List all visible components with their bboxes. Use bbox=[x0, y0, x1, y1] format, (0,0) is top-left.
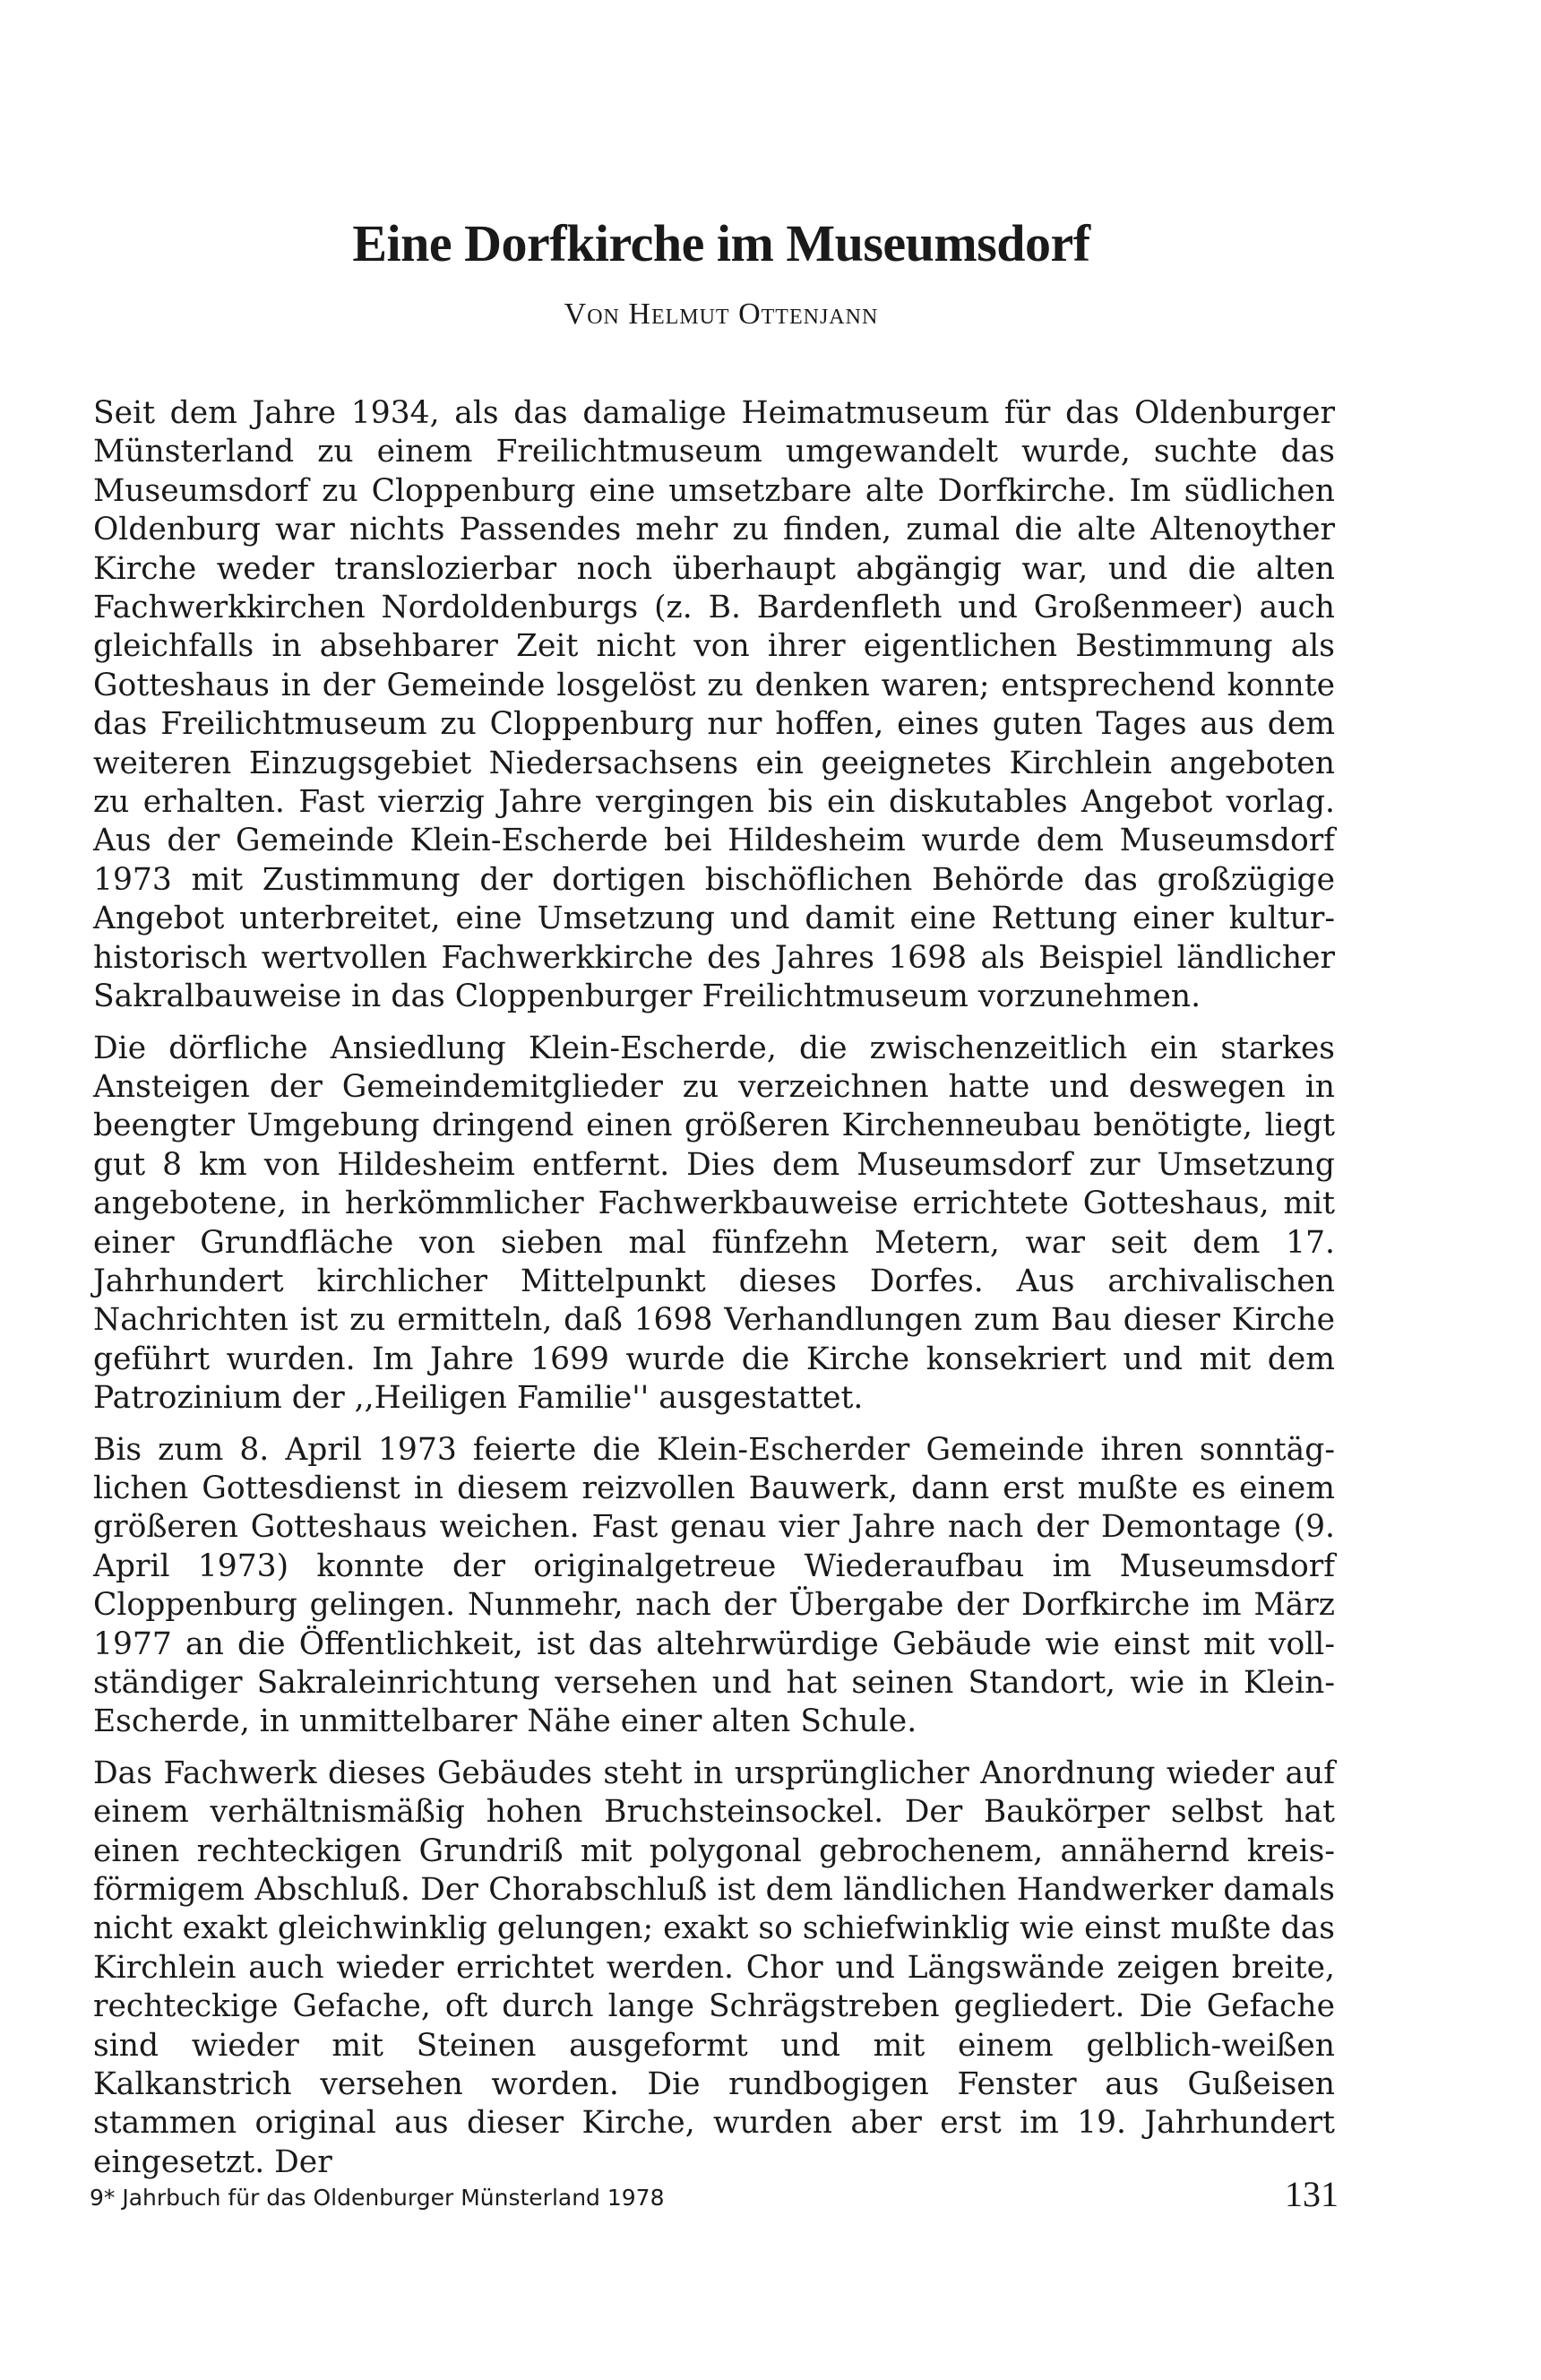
page-number: 131 bbox=[1285, 2174, 1339, 2214]
article-body bbox=[93, 394, 1335, 2195]
article-author: Von Helmut Ottenjann bbox=[564, 298, 879, 331]
article-title: Eine Dorfkirche im Museumsdorf bbox=[352, 214, 1090, 272]
paragraph-2: Die dörfliche Ansiedlung Klein-Escherde, die zwischenzeitlich ein starkes Ansteigen der Gemeindemitglieder zu verzeichnen hatte und deswegen in beengter Umgebung dringend einen größeren Kirchenneubau benötigte, liegt gut 8 km von Hildesheim entfernt. Dies dem Museumsdorf zur Umsetzung angebotene, in herkömmlicher Fachwerkbauweise errichtete Gotteshaus, mit einer Grundfläche von sieben mal fünfzehn Metern, war seit dem 17. Jahrhundert kirchlicher Mittelpunkt dieses Dorfes. Aus archivalischen Nachrichten ist zu ermitteln, daß 1698 Verhandlungen zum Bau dieser Kirche geführt wurden. Im Jahre 1699 wurde die Kirche konsekriert und mit dem Patrozinium der ,,Heiligen Familie'' ausgestattet. bbox=[93, 1030, 1335, 1417]
footer-source: 9* Jahrbuch für das Oldenburger Münsterland 1978 bbox=[90, 2185, 665, 2211]
paragraph-4: Das Fachwerk dieses Gebäudes steht in ursprünglicher Anordnung wieder auf einem verhältnismäßig hohen Bruchsteinsockel. Der Baukörper selbst hat einen rechteckigen Grundriß mit polygonal gebrochenem, annähernd kreisförmigem Abschluß. Der Chorabschluß ist dem ländlichen Handwerker damals nicht exakt gleichwinklig gelungen; exakt so schiefwinklig wie einst mußte das Kirchlein auch wieder errichtet werden. Chor und Längswände zeigen breite, rechteckige Gefache, oft durch lange Schrägstreben gegliedert. Die Gefache sind wieder mit Steinen ausgeformt und mit einem gelblich-weißen Kalkanstrich versehen worden. Die rundbogigen Fenster aus Gußeisen stammen original aus dieser Kirche, wurden aber erst im 19. Jahrhundert eingesetzt. Der bbox=[93, 1755, 1335, 2180]
paragraph-1: Seit dem Jahre 1934, als das damalige Heimatmuseum für das Oldenburger Münsterland zu einem Freilichtmuseum umgewandelt wurde, suchte das Museumsdorf zu Cloppenburg eine umsetzbare alte Dorfkirche. Im südlichen Oldenburg war nichts Passendes mehr zu finden, zumal die alte Altenoyther Kirche weder translozierbar noch überhaupt abgängig war, und die alten Fachwerkkirchen Nordoldenburgs (z. B. Bardenfleth und Großenmeer) auch gleichfalls in absehbarer Zeit nicht von ihrer eigentlichen Bestimmung als Gotteshaus in der Gemeinde losgelöst zu denken waren; entsprechend konnte das Freilichtmuseum zu Cloppenburg nur hoffen, eines guten Tages aus dem weiteren Einzugsgebiet Niedersachsens ein geeignetes Kirchlein angeboten zu erhalten. Fast vierzig Jahre vergingen bis ein diskutables Angebot vorlag. Aus der Gemeinde Klein-Escherde bei Hildesheim wurde dem Museumsdorf 1973 mit Zustimmung der dortigen bischöflichen Behörde das großzügige Angebot unterbreitet, eine Umsetzung und damit eine Rettung einer kulturhistorisch wertvollen Fachwerkkirche des Jahres 1698 als Beispiel ländlicher Sakralbauweise in das Cloppenburger Freilichtmuseum vorzunehmen. bbox=[93, 395, 1335, 1015]
paragraph-3: Bis zum 8. April 1973 feierte die Klein-Escherder Gemeinde ihren sonntäglichen Gottesdienst in diesem reizvollen Bauwerk, dann erst mußte es einem größeren Gotteshaus weichen. Fast genau vier Jahre nach der Demontage (9. April 1973) konnte der originalgetreue Wiederaufbau im Museumsdorf Cloppenburg gelingen. Nunmehr, nach der Übergabe der Dorfkirche im März 1977 an die Öffentlichkeit, ist das altehrwürdige Gebäude wie einst mit vollständiger Sakraleinrichtung versehen und hat seinen Standort, wie in Klein-Escherde, in unmittelbarer Nähe einer alten Schule. bbox=[93, 1431, 1335, 1740]
